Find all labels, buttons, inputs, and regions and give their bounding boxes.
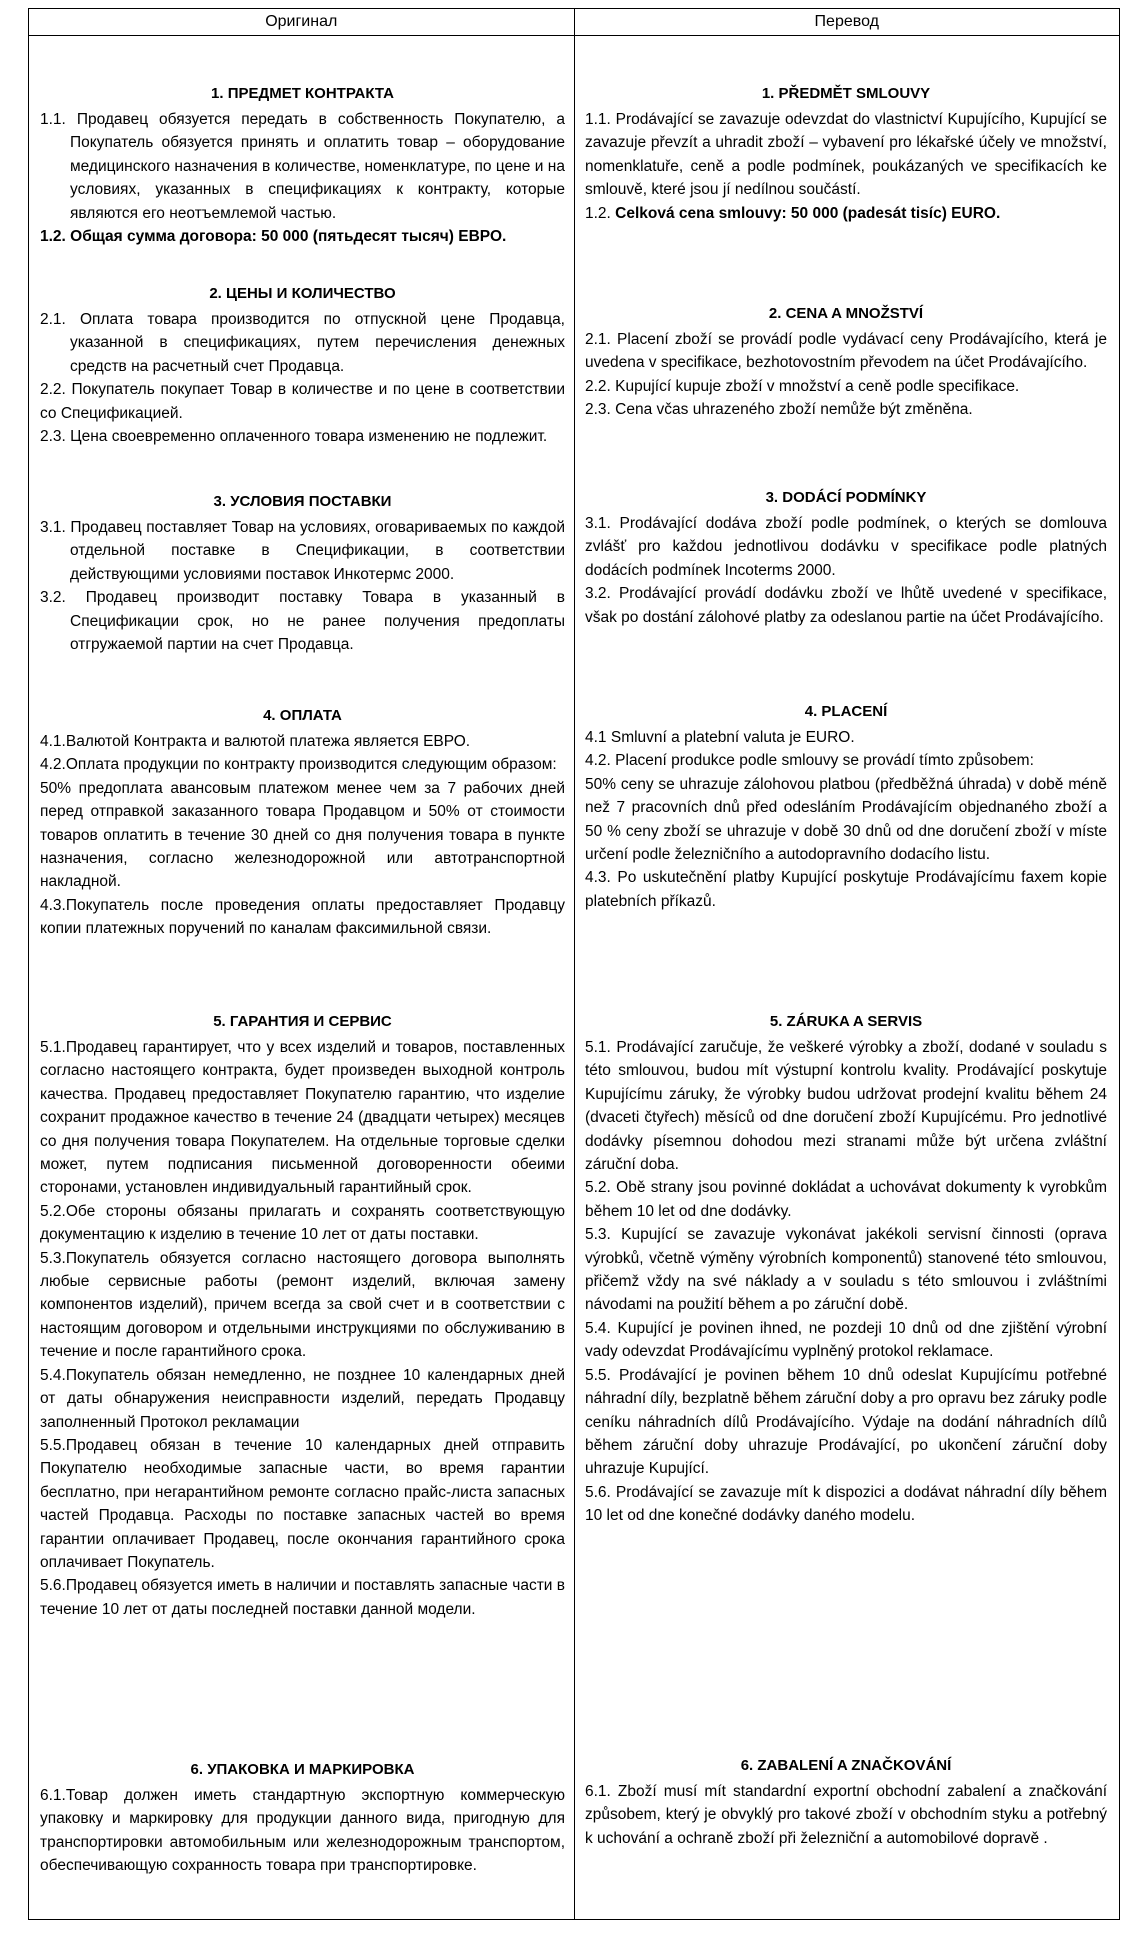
clause-paragraph: 5.4. Kupující je povinen ihned, ne pozdeji 10 dnů od dne zjištění výrobní vady odevzdat Prodávajícímu vyplněný protokol reklamace. xyxy=(585,1319,1107,1361)
clause-paragraph: 2.2. Kupující kupuje zboží v množství a ceně podle specifikace. xyxy=(585,377,1020,395)
contract-document xyxy=(28,8,1120,1920)
section-title: 6. УПАКОВКА И МАРКИРОВКА xyxy=(190,1761,415,1778)
clause-paragraph: 6.1.Товар должен иметь стандартную экспортную коммерческую упаковку и маркировку для продукции данного вида, пригодную для транспортировки автомобильным или железнодорожным транспортом, обеспечивающую сохранность товара при транспортировке. xyxy=(40,1787,565,1875)
left-section-1 xyxy=(40,84,565,248)
clause-paragraph: 4.3. Po uskutečnění platby Kupující poskytuje Prodávajícímu faxem kopie platebních příkazů. xyxy=(585,869,1107,910)
section-title: 5. ГАРАНТИЯ И СЕРВИС xyxy=(213,1013,392,1030)
clause-paragraph: 3.2. Prodávající provádí dodávku zboží ve lhůtě uvedené v specifikace, však po dostání zálohové platby za odeslanou partie na účet Prodávajícího. xyxy=(585,585,1107,626)
clause-paragraph: 5.1.Продавец гарантирует, что у всех изделий и товаров, поставленных согласно настоящего контракта, будет произведен выходной контроль качества. Продавец предоставляет Покупателю гарантию, что изделие сохранит продажное качество в течение 24 (двадцати четырех) месяцев со дня получения товара Покупателем. На отдельные торговые сделки может, путем подписания письменной договоренности обеими сторонами, установлен индивидуальный гарантийный срок. xyxy=(40,1039,565,1197)
clause-paragraph: 5.5.Продавец обязан в течение 10 календарных дней отправить Покупателю необходимые запасные части, во время гарантии бесплатно, при негарантийном ремонте согласно прайс-листа запасных частей Продавца. Расходы по поставке запасных частей во время гарантии оплачивает Продавец, после окончания гарантийного срока оплачивает Покупатель. xyxy=(40,1436,565,1571)
clause-paragraph: 2.3. Cena včas uhrazeného zboží nemůže být změněna. xyxy=(585,401,973,419)
clause-paragraph xyxy=(40,225,565,248)
clause-paragraph: 2.3. Цена своевременно оплаченного товара изменению не подлежит. xyxy=(40,428,548,446)
clause-bold-text: Celková cena smlouvy: 50 000 (padesát tisíc) EURO. xyxy=(615,204,1001,222)
right-section-3 xyxy=(585,488,1107,629)
right-section-6 xyxy=(585,1756,1107,1850)
clause-paragraph: 4.2. Placení produkce podle smlouvy se provádí tímto způsobem: xyxy=(585,752,1034,770)
clause-paragraph: 50% предоплата авансовым платежом менее чем за 7 рабочих дней перед отправкой заказанного товара Продавцом и 50% от стоимости товаров оплатить в течение 30 дней со дня получения товара в пункте назначения, согласно железнодорожной или автотранспортной накладной. xyxy=(40,779,565,891)
translation-column xyxy=(574,36,1119,1920)
right-section-4 xyxy=(585,702,1107,913)
header-original: Оригинал xyxy=(265,13,338,30)
clause-paragraph: 3.1. Продавец поставляет Товар на условиях, оговариваемых по каждой отдельной поставке в Спецификации, в соответствии действующими условиями поставок Инкотермс 2000. xyxy=(40,519,565,583)
right-section-1 xyxy=(585,84,1107,225)
clause-paragraph: 5.6.Продавец обязуется иметь в наличии и поставлять запасные части в течение 10 лет от даты последней поставки данной модели. xyxy=(40,1577,565,1618)
clause-paragraph: 5.4.Покупатель обязан немедленно, не позднее 10 календарных дней от даты обнаружения неисправности изделий, передать Продавцу заполненный Протокол рекламации xyxy=(40,1366,565,1431)
section-title: 2. CENA A MNOŽSTVÍ xyxy=(768,305,924,322)
section-title: 4. PLACENÍ xyxy=(804,703,888,720)
left-section-2 xyxy=(40,284,565,448)
left-section-4 xyxy=(40,706,565,941)
original-column xyxy=(29,36,574,1920)
clause-paragraph: 5.6. Prodávající se zavazuje mít k dispozici a dodávat náhradní díly během 10 let od dne konečné dodávky daného modelu. xyxy=(585,1483,1107,1525)
clause-bold-text: 1.2. Общая сумма договора: 50 000 (пятьдесят тысяч) ЕВРО. xyxy=(40,228,507,246)
clause-paragraph: 5.3.Покупатель обязуется согласно настоящего договора выполнять любые сервисные работы (ремонт изделий, включая замену компонентов изделий), причем всегда за свой счет и в соответствии с настоящим договором и отдельными инструкциями по обслуживанию в течение и после гарантийного срока. xyxy=(40,1249,565,1361)
clause-paragraph: 4.3.Покупатель после проведения оплаты предоставляет Продавцу копии платежных поручений по каналам факсимильной связи. xyxy=(40,896,565,938)
section-title: 3. DODÁCÍ PODMÍNKY xyxy=(765,489,927,506)
section-title: 2. ЦЕНЫ И КОЛИЧЕСТВО xyxy=(209,285,396,302)
section-title: 5. ZÁRUKA A SERVIS xyxy=(769,1013,923,1030)
clause-paragraph: 5.3. Kupující se zavazuje vykonávat jakékoli servisní činnosti (oprava výrobků, včetně výměny výrobních komponentů) stanovené této smlouvou, přičemž vždy na své náklady a v souladu s této smlouvou i zvláštními návodami na použití během a po záruční době. xyxy=(585,1226,1107,1314)
section-title: 4. ОПЛАТА xyxy=(263,707,342,724)
section-title: 1. ПРЕДМЕТ КОНТРАКТА xyxy=(211,85,394,102)
right-section-2 xyxy=(585,304,1107,422)
clause-paragraph: 2.1. Оплата товара производится по отпускной цене Продавца, указанной в спецификациях, путем перечисления денежных средств на расчетный счет Продавца. xyxy=(40,311,565,375)
table-body xyxy=(29,36,1119,1920)
clause-paragraph: 1.1. Продавец обязуется передать в собственность Покупателю, а Покупатель обязуется принять и оплатить товар – оборудование медицинского назначения в количестве, номенклатуре, по цене и на условиях, указанных в спецификациях к контракту, которые являются его неотъемлемой частью. xyxy=(40,111,565,222)
right-section-5 xyxy=(585,1012,1107,1528)
clause-paragraph: 50% ceny se uhrazuje zálohovou platbou (předběžná úhrada) v době méně než 7 pracovních dnů před odesláním Prodávajícím objednaného zboží a 50 % ceny zboží se uhrazuje v době 30 dnů od dne doručení zboží v míste určení podle železničního a autodopravního dodacího listu. xyxy=(585,775,1107,864)
left-section-5 xyxy=(40,1012,565,1621)
left-section-6 xyxy=(40,1760,565,1878)
section-title: 3. УСЛОВИЯ ПОСТАВКИ xyxy=(213,493,392,510)
clause-paragraph: 3.1. Prodávající dodáva zboží podle podmínek, o kterých se domlouva zvlášť pro každou jednotlivou dodávku v specifikace podle platných dodácích podmínek Incoterms 2000. xyxy=(585,515,1107,579)
clause-paragraph xyxy=(585,202,1107,225)
clause-paragraph: 3.2. Продавец производит поставку Товара в указанный в Спецификации срок, но не ранее получения предоплаты отгружаемой партии на счет Продавца. xyxy=(40,589,565,654)
clause-paragraph: 5.5. Prodávající je povinen během 10 dnů odeslat Kupujícímu potřebné náhradní díly, bezplatně během záruční doby a pro opravu bez záruky podle ceníku náhradních dílů Prodávajícího. Výdaje na dodání náhradních dílů během záruční doby uhrazuje Prodávající, po ukončení záruční doby uhrazuje Kupující. xyxy=(585,1366,1107,1478)
clause-paragraph: 4.1.Валютой Контракта и валютой платежа является ЕВРО. xyxy=(40,733,471,750)
section-title: 6. ZABALENÍ A ZNAČKOVÁNÍ xyxy=(740,1757,952,1774)
clause-paragraph: 4.2.Оплата продукции по контракту производится следующим образом: xyxy=(40,756,557,774)
clause-paragraph: 5.2. Obě strany jsou povinné dokládat a uchovávat dokumenty k vyrobkům během 10 let od dne dodávky. xyxy=(585,1179,1107,1220)
clause-paragraph: 5.2.Обе стороны обязаны прилагать и сохранять соответствующую документацию к изделию в течение 10 лет от даты поставки. xyxy=(40,1202,565,1244)
clause-paragraph: 6.1. Zboží musí mít standardní exportní obchodní zabalení a značkování způsobem, který je obvyklý pro takové zboží v obchodním styku a potřebný k uchování a ochraně zboží při železniční a automobilové dopravě . xyxy=(585,1783,1107,1847)
clause-paragraph: 5.1. Prodávající zaručuje, že veškeré výrobky a zboží, dodané v souladu s této smlouvou, budou mít výstupní kontrolu kvality. Prodávající poskytuje Kupujícímu záruky, že výrobky budou udržovat prodejní kvalitu během 24 (dvaceti čtyřech) měsíců od dne doručení zboží Kupujícému. Pro jednotlivé dodávky písemnou dohodou mezi stranami může být určena zvláštní záruční doba. xyxy=(585,1039,1107,1174)
left-section-3 xyxy=(40,492,565,656)
table-header xyxy=(29,9,1119,36)
clause-paragraph: 2.2. Покупатель покупает Товар в количестве и по цене в соответствии со Спецификацией. xyxy=(40,381,565,422)
clause-paragraph: 4.1 Smluvní a platební valuta je EURO. xyxy=(585,729,855,746)
header-translation: Перевод xyxy=(574,9,1120,35)
section-title: 1. PŘEDMĚT SMLOUVY xyxy=(761,85,931,102)
clause-paragraph: 2.1. Placení zboží se provádí podle vydávací ceny Prodávajícího, která je uvedena v specifikace, bezhotovostním převodem na účet Prodávajícího. xyxy=(585,331,1107,372)
clause-paragraph: 1.1. Prodávající se zavazuje odevzdat do vlastnictví Kupujícího, Kupující se zavazuje převzít a uhradit zboží – vybavení pro lékařské účely ve množství, nomenklatuře, ceně a podle podmínek, poukázaných ve specifikacích ke smlouvě, které jsou jí nedílnou součástí. xyxy=(585,111,1107,199)
clause-number: 1.2. xyxy=(585,204,616,222)
